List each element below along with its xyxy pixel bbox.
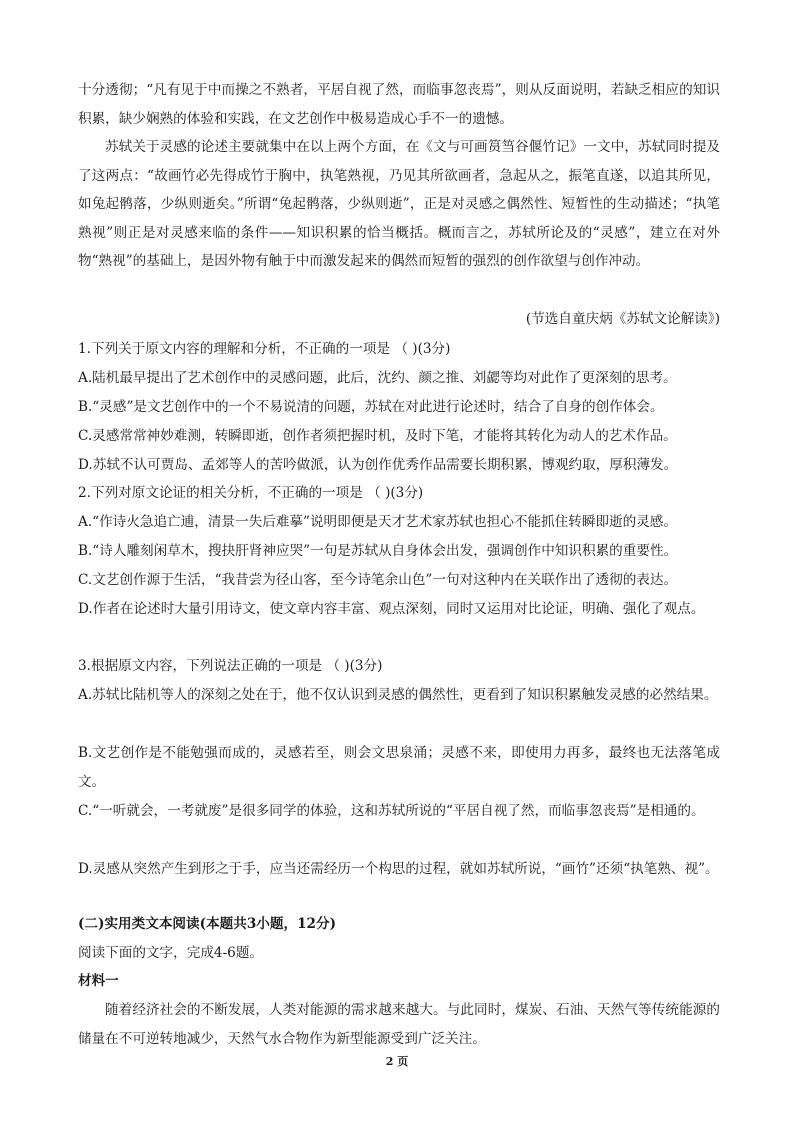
section-2-heading: (二)实用类文本阅读(本题共3小题，12分) <box>78 916 337 932</box>
question-2-option-b: B.“诗人雕刻闲草木，搜抉肝肾神应哭”一句是苏轼从自身体会出发，强调创作中知识积累的重要性。 <box>78 543 678 559</box>
question-3-option-d: D.灵感从突然产生到形之于手，应当还需经历一个构思的过程，就如苏轼所说，“画竹”还须“执笔熟、视”。 <box>78 861 719 877</box>
question-2-stem: 2.下列对原文论证的相关分析，不正确的一项是 （ )(3分) <box>78 485 424 501</box>
question-3-option-a: A.苏轼比陆机等人的深刻之处在于，他不仅认识到灵感的偶然性，更看到了知识积累触发灵感的必然结果。 <box>78 687 718 703</box>
question-1-option-d: D.苏轼不认可贾岛、孟郊等人的苦吟做派，认为创作优秀作品需要长期积累，博观约取，厚积薄发。 <box>78 457 678 473</box>
passage-paragraph-2: 苏轼关于灵感的论述主要就集中在以上两个方面，在《文与可画筼筜谷偃竹记》一文中，苏轼同时提及了这两点：“故画竹必先得成竹于胸中，执笔熟视，乃见其所欲画者，急起从之，振笔直遂，以追其所见，如兔起鹘落，少纵则逝矣。”所谓“兔起鹘落，少纵则逝”，正是对灵感之偶然性、短暂性的生动描述；“执笔熟视”则正是对灵感来临的条件——知识积累的恰当概括。概而言之，苏轼所论及的“灵感”，建立在对外物“熟视”的基础上，是因外物有触于中而激发起来的偶然而短暂的强烈的创作欲望与创作冲动。 <box>78 139 720 269</box>
question-3-option-c: C.“一听就会，一考就废”是很多同学的体验，这和苏轼所说的“平居自视了然，而临事忽丧焉”是相通的。 <box>78 803 705 819</box>
question-1-option-c: C.灵感常常神妙难测，转瞬即逝，创作者须把握时机，及时下笔，才能将其转化为动人的艺术作品。 <box>78 428 677 444</box>
question-2-option-d: D.作者在论述时大量引用诗文，使文章内容丰富、观点深刻，同时又运用对比论证，明确、强化了观点。 <box>78 601 705 617</box>
question-1-stem: 1.下列关于原文内容的理解和分析，不正确的一项是 （ )(3分) <box>78 341 451 357</box>
question-1-option-a: A.陆机最早提出了艺术创作中的灵感问题，此后，沈约、颜之推、刘勰等均对此作了更深刻的思考。 <box>78 370 677 386</box>
material-1-title: 材料一 <box>78 973 119 989</box>
section-2-instruction: 阅读下面的文字，完成4-6题。 <box>78 945 264 961</box>
question-2-option-a: A.“作诗火急追亡逋，清景一失后难摹”说明即便是天才艺术家苏轼也担心不能抓住转瞬即逝的灵感。 <box>78 514 677 530</box>
question-1-option-b: B.“灵感”是文艺创作中的一个不易说清的问题，苏轼在对此进行论述时，结合了自身的创作体会。 <box>78 399 664 415</box>
question-2-option-c: C.文艺创作源于生活，“我昔尝为径山客，至今诗笔余山色”一句对这种内在关联作出了透彻的表达。 <box>78 572 678 588</box>
passage-source: (节选自童庆炳《苏轼文论解读》) <box>525 311 720 327</box>
page-number: 2 页 <box>385 1055 409 1068</box>
question-3-stem: 3.根据原文内容，下列说法正确的一项是 （ )(3分) <box>78 658 383 674</box>
material-1-text: 随着经济社会的不断发展，人类对能源的需求越来越大。与此同时，煤炭、石油、天然气等传统能源的储量在不可逆转地减少，天然气水合物作为新型能源受到广泛关注。 <box>78 1002 720 1047</box>
passage-paragraph-1: 十分透彻；“凡有见于中而操之不熟者，平居自视了然，而临事忽丧焉”，则从反面说明，若缺乏相应的知识积累，缺少娴熟的体验和实践，在文艺创作中极易造成心手不一的遗憾。 <box>78 82 720 127</box>
question-3-option-b: B.文艺创作是不能勉强而成的，灵感若至，则会文思泉涌；灵感不来，即使用力再多，最终也无法落笔成文。 <box>78 745 720 790</box>
